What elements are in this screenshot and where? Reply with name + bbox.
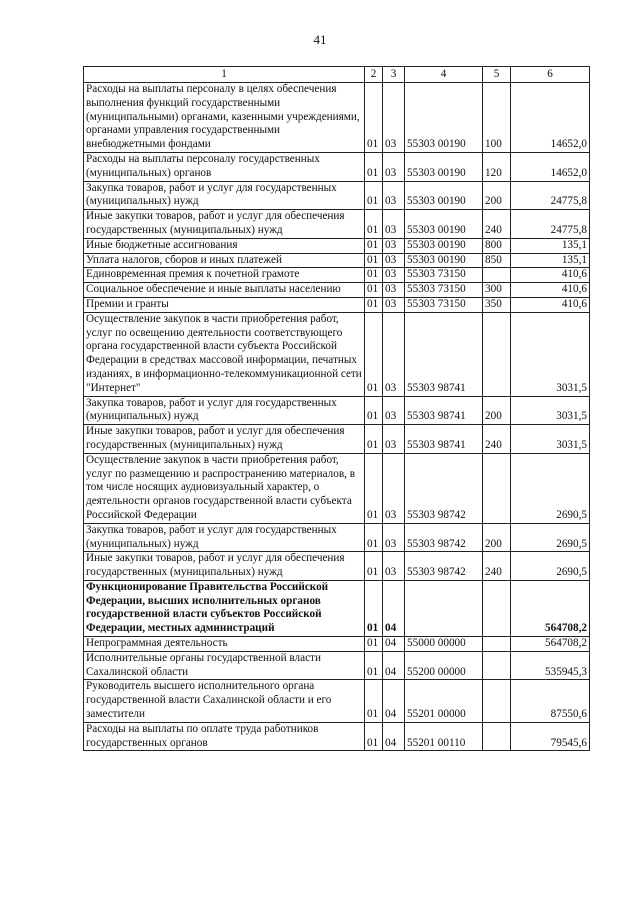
row-description: Закупка товаров, работ и услуг для государственных (муниципальных) нужд [84, 181, 365, 210]
row-expense-type [483, 637, 511, 652]
row-amount: 135,1 [511, 238, 590, 253]
row-description: Расходы на выплаты по оплате труда работников государственных органов [84, 722, 365, 751]
row-description: Иные закупки товаров, работ и услуг для обеспечения государственных (муниципальных) нужд [84, 210, 365, 239]
row-expense-type: 120 [483, 152, 511, 181]
row-amount: 14652,0 [511, 152, 590, 181]
row-description: Исполнительные органы государственной власти Сахалинской области [84, 651, 365, 680]
row-target-article: 55201 00000 [405, 680, 483, 722]
row-expense-type [483, 580, 511, 636]
row-section-code: 01 [365, 297, 383, 312]
row-expense-type [483, 312, 511, 396]
table-row [84, 238, 590, 253]
row-target-article: 55303 98741 [405, 396, 483, 425]
table-row [84, 637, 590, 652]
row-expense-type [483, 453, 511, 523]
table-row [84, 253, 590, 268]
row-description: Расходы на выплаты персоналу в целях обеспечения выполнения функций государственными (муниципальными) органами, казенными учреждениями, органами управления государственными внебюджетными фондами [84, 83, 365, 153]
row-amount: 535945,3 [511, 651, 590, 680]
row-amount: 564708,2 [511, 580, 590, 636]
row-amount: 3031,5 [511, 425, 590, 454]
row-amount: 135,1 [511, 253, 590, 268]
row-amount: 3031,5 [511, 312, 590, 396]
row-subsection-code: 04 [383, 580, 405, 636]
row-section-code: 01 [365, 152, 383, 181]
row-amount: 24775,8 [511, 181, 590, 210]
row-amount: 14652,0 [511, 83, 590, 153]
row-description: Руководитель высшего исполнительного органа государственной власти Сахалинской области и его заместители [84, 680, 365, 722]
row-subsection-code: 03 [383, 453, 405, 523]
row-subsection-code: 03 [383, 181, 405, 210]
row-target-article: 55200 00000 [405, 651, 483, 680]
row-amount: 410,6 [511, 297, 590, 312]
table-row [84, 396, 590, 425]
row-section-code: 01 [365, 637, 383, 652]
row-target-article: 55303 73150 [405, 283, 483, 298]
row-subsection-code: 03 [383, 268, 405, 283]
row-expense-type: 240 [483, 425, 511, 454]
row-section-code: 01 [365, 722, 383, 751]
table-row [84, 552, 590, 581]
row-section-code: 01 [365, 396, 383, 425]
row-section-code: 01 [365, 312, 383, 396]
row-section-code: 01 [365, 83, 383, 153]
row-expense-type [483, 268, 511, 283]
row-section-code: 01 [365, 181, 383, 210]
row-expense-type: 800 [483, 238, 511, 253]
row-target-article: 55303 00190 [405, 238, 483, 253]
column-header: 4 [405, 67, 483, 83]
row-expense-type: 350 [483, 297, 511, 312]
row-expense-type: 240 [483, 552, 511, 581]
row-description: Иные закупки товаров, работ и услуг для обеспечения государственных (муниципальных) нужд [84, 425, 365, 454]
row-section-code: 01 [365, 580, 383, 636]
row-amount: 24775,8 [511, 210, 590, 239]
table-header-row [84, 67, 590, 83]
row-expense-type: 100 [483, 83, 511, 153]
row-subsection-code: 03 [383, 152, 405, 181]
row-target-article: 55303 00190 [405, 181, 483, 210]
row-description: Непрограммная деятельность [84, 637, 365, 652]
row-description: Закупка товаров, работ и услуг для государственных (муниципальных) нужд [84, 523, 365, 552]
row-description: Уплата налогов, сборов и иных платежей [84, 253, 365, 268]
row-subsection-code: 03 [383, 312, 405, 396]
row-subsection-code: 04 [383, 680, 405, 722]
row-description: Иные бюджетные ассигнования [84, 238, 365, 253]
row-amount: 410,6 [511, 268, 590, 283]
row-description: Функционирование Правительства Российской Федерации, высших исполнительных органов государственной власти субъектов Российской Федерации, местных администраций [84, 580, 365, 636]
column-header: 5 [483, 67, 511, 83]
row-description: Закупка товаров, работ и услуг для государственных (муниципальных) нужд [84, 396, 365, 425]
row-section-code: 01 [365, 210, 383, 239]
table-row [84, 83, 590, 153]
row-expense-type: 200 [483, 181, 511, 210]
row-subsection-code: 03 [383, 396, 405, 425]
row-target-article: 55303 00190 [405, 152, 483, 181]
row-subsection-code: 03 [383, 238, 405, 253]
table-row [84, 425, 590, 454]
row-amount: 564708,2 [511, 637, 590, 652]
row-description: Социальное обеспечение и иные выплаты населению [84, 283, 365, 298]
row-target-article: 55303 73150 [405, 268, 483, 283]
row-expense-type [483, 722, 511, 751]
row-section-code: 01 [365, 523, 383, 552]
row-target-article [405, 580, 483, 636]
row-subsection-code: 03 [383, 523, 405, 552]
row-expense-type: 300 [483, 283, 511, 298]
row-section-code: 01 [365, 552, 383, 581]
row-subsection-code: 03 [383, 552, 405, 581]
table-row [84, 181, 590, 210]
row-target-article: 55303 00190 [405, 83, 483, 153]
table-row [84, 210, 590, 239]
table-row [84, 680, 590, 722]
row-expense-type [483, 680, 511, 722]
row-expense-type: 200 [483, 396, 511, 425]
row-section-code: 01 [365, 268, 383, 283]
row-description: Осуществление закупок в части приобретения работ, услуг по освещению деятельности соответствующего органа государственной власти субъекта Российской Федерации в средствах массовой информации, печатных изданиях, в информационно-телекоммуникационной сети "Интернет" [84, 312, 365, 396]
row-target-article: 55303 98742 [405, 552, 483, 581]
table-row [84, 312, 590, 396]
row-expense-type: 850 [483, 253, 511, 268]
table-row [84, 722, 590, 751]
row-target-article: 55303 00190 [405, 253, 483, 268]
row-amount: 87550,6 [511, 680, 590, 722]
row-target-article: 55303 00190 [405, 210, 483, 239]
row-subsection-code: 04 [383, 637, 405, 652]
row-amount: 2690,5 [511, 523, 590, 552]
table-row [84, 651, 590, 680]
row-expense-type [483, 651, 511, 680]
row-amount: 79545,6 [511, 722, 590, 751]
row-subsection-code: 04 [383, 651, 405, 680]
table-row [84, 523, 590, 552]
page-number: 41 [313, 32, 327, 47]
row-description: Осуществление закупок в части приобретения работ, услуг по размещению и распространению материалов, в том числе носящих аудиовизуальный характер, о деятельности органов государственной власти субъекта Российской Федерации [84, 453, 365, 523]
row-target-article: 55303 98741 [405, 425, 483, 454]
row-expense-type: 200 [483, 523, 511, 552]
row-description: Премии и гранты [84, 297, 365, 312]
budget-table [83, 66, 590, 751]
row-target-article: 55303 98741 [405, 312, 483, 396]
row-section-code: 01 [365, 651, 383, 680]
row-section-code: 01 [365, 453, 383, 523]
table-row [84, 283, 590, 298]
row-subsection-code: 03 [383, 297, 405, 312]
column-header: 3 [383, 67, 405, 83]
row-subsection-code: 03 [383, 253, 405, 268]
row-subsection-code: 03 [383, 425, 405, 454]
row-target-article: 55201 00110 [405, 722, 483, 751]
row-amount: 410,6 [511, 283, 590, 298]
row-amount: 2690,5 [511, 552, 590, 581]
column-header: 2 [365, 67, 383, 83]
row-target-article: 55303 73150 [405, 297, 483, 312]
row-target-article: 55303 98742 [405, 453, 483, 523]
row-description: Иные закупки товаров, работ и услуг для обеспечения государственных (муниципальных) нужд [84, 552, 365, 581]
row-target-article: 55000 00000 [405, 637, 483, 652]
table-row [84, 297, 590, 312]
column-header: 6 [511, 67, 590, 83]
table-row [84, 580, 590, 636]
row-section-code: 01 [365, 425, 383, 454]
row-target-article: 55303 98742 [405, 523, 483, 552]
row-subsection-code: 03 [383, 83, 405, 153]
row-description: Расходы на выплаты персоналу государственных (муниципальных) органов [84, 152, 365, 181]
row-description: Единовременная премия к почетной грамоте [84, 268, 365, 283]
row-subsection-code: 04 [383, 722, 405, 751]
row-subsection-code: 03 [383, 210, 405, 239]
row-section-code: 01 [365, 238, 383, 253]
table-row [84, 268, 590, 283]
row-expense-type: 240 [483, 210, 511, 239]
row-amount: 3031,5 [511, 396, 590, 425]
row-amount: 2690,5 [511, 453, 590, 523]
column-header: 1 [84, 67, 365, 83]
table-row [84, 152, 590, 181]
table-row [84, 453, 590, 523]
row-subsection-code: 03 [383, 283, 405, 298]
row-section-code: 01 [365, 283, 383, 298]
row-section-code: 01 [365, 253, 383, 268]
row-section-code: 01 [365, 680, 383, 722]
